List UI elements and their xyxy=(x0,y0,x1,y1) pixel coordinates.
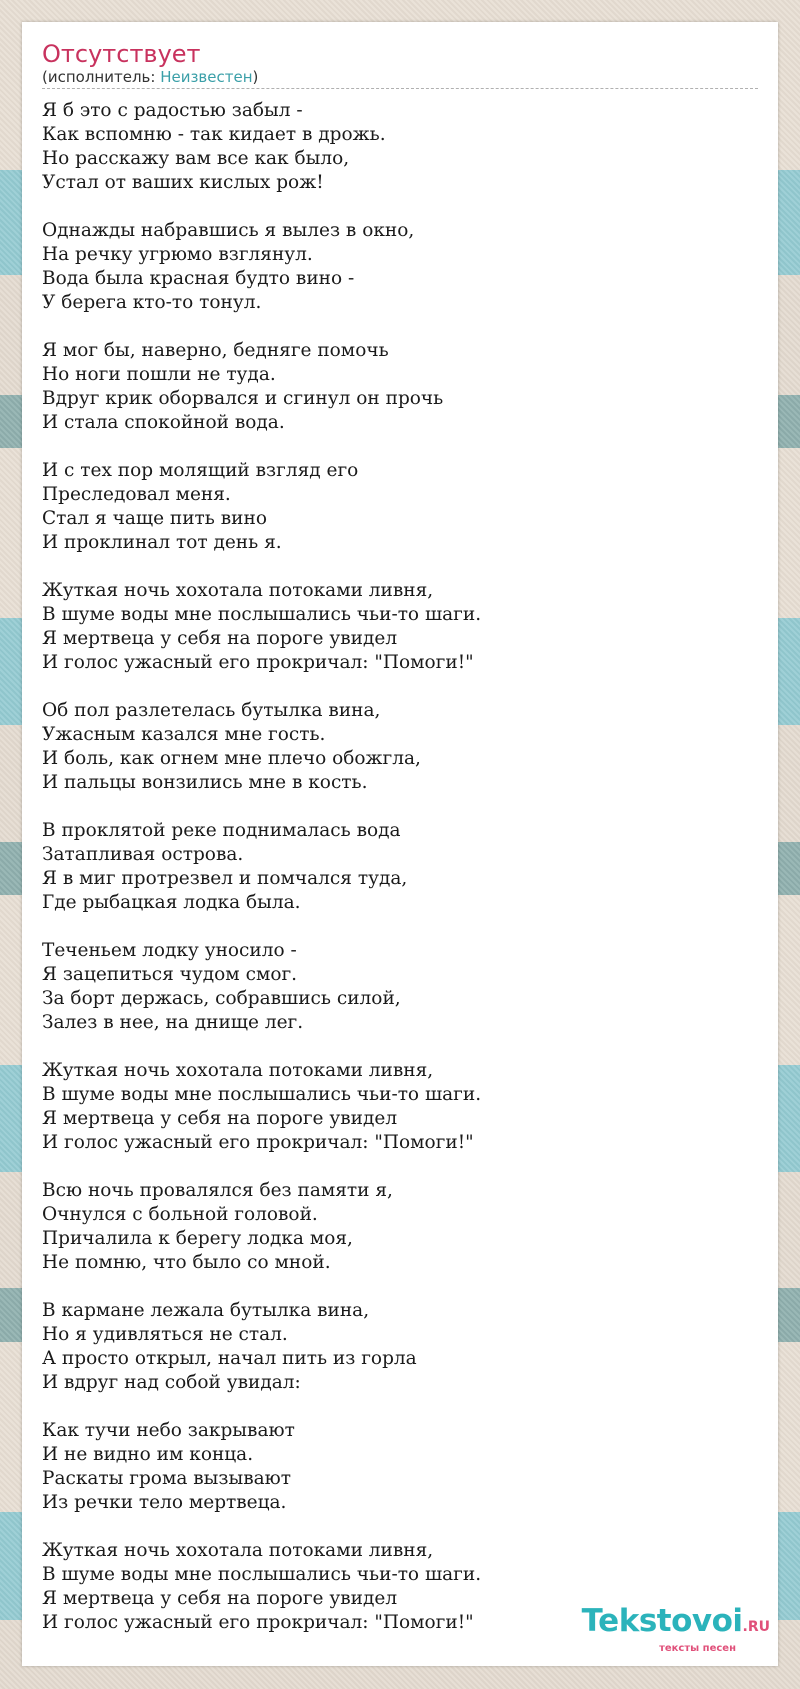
lyrics-line: Раскаты грома вызывают xyxy=(42,1468,291,1489)
lyrics-line: Вдруг крик оборвался и сгинул он прочь xyxy=(42,388,444,409)
lyrics-line: Ужасным казался мне гость. xyxy=(42,724,326,745)
lyrics-line: И с тех пор молящий взгляд его xyxy=(42,460,359,481)
lyrics-line: Затапливая острова. xyxy=(42,844,244,865)
logo-name: Tekstovoi xyxy=(581,1603,743,1639)
lyrics-line: Жуткая ночь хохотала потоками ливня, xyxy=(42,1060,434,1081)
lyrics-line: В шуме воды мне послышались чьи-то шаги. xyxy=(42,1084,482,1105)
lyrics-line: Стал я чаще пить вино xyxy=(42,508,267,529)
artist-suffix: ) xyxy=(252,68,259,86)
lyrics-line: Как тучи небо закрывают xyxy=(42,1420,295,1441)
artist-prefix: (исполнитель: xyxy=(42,68,161,86)
lyrics-line: Очнулся с больной головой. xyxy=(42,1204,318,1225)
lyrics-line: Я мертвеца у себя на пороге увидел xyxy=(42,1588,398,1609)
logo-tld: .RU xyxy=(742,1619,770,1635)
lyrics-line: И не видно им конца. xyxy=(42,1444,254,1465)
lyrics-stanza xyxy=(42,1419,758,1515)
lyrics-line: И вдруг над собой увидал: xyxy=(42,1372,301,1393)
lyrics-line: В шуме воды мне послышались чьи-то шаги. xyxy=(42,604,482,625)
lyrics-line: Устал от ваших кислых рож! xyxy=(42,172,324,193)
lyrics-line: И голос ужасный его прокричал: "Помоги!" xyxy=(42,1612,474,1633)
lyrics-line: Всю ночь провалялся без памяти я, xyxy=(42,1180,393,1201)
lyrics-stanza xyxy=(42,819,758,915)
lyrics-line: Не помню, что было со мной. xyxy=(42,1252,331,1273)
lyrics-line: На речку угрюмо взглянул. xyxy=(42,244,313,265)
lyrics-line: Причалила к берегу лодка моя, xyxy=(42,1228,353,1249)
lyrics-line: И голос ужасный его прокричал: "Помоги!" xyxy=(42,652,474,673)
lyrics-stanza xyxy=(42,1179,758,1275)
lyrics-line: Я зацепиться чудом смог. xyxy=(42,964,298,985)
lyrics-line: Жуткая ночь хохотала потоками ливня, xyxy=(42,580,434,601)
lyrics-line: Где рыбацкая лодка была. xyxy=(42,892,301,913)
lyrics-line: Теченьем лодку уносило - xyxy=(42,940,297,961)
lyrics-line: И голос ужасный его прокричал: "Помоги!" xyxy=(42,1132,474,1153)
lyrics-stanza xyxy=(42,1299,758,1395)
lyrics-line: Я мог бы, наверно, бедняге помочь xyxy=(42,340,389,361)
lyrics-line: И стала спокойной вода. xyxy=(42,412,285,433)
lyrics-stanza xyxy=(42,1059,758,1155)
lyrics-stanza xyxy=(42,939,758,1035)
lyrics-stanza xyxy=(42,699,758,795)
artist-link[interactable]: Неизвестен xyxy=(160,68,253,86)
lyrics-line: Жуткая ночь хохотала потоками ливня, xyxy=(42,1540,434,1561)
lyrics-line: В кармане лежала бутылка вина, xyxy=(42,1300,370,1321)
lyrics-line: Однажды набравшись я вылез в окно, xyxy=(42,220,415,241)
lyrics-line: Но я удивляться не стал. xyxy=(42,1324,288,1345)
lyrics-line: А просто открыл, начал пить из горла xyxy=(42,1348,417,1369)
site-logo[interactable] xyxy=(582,1605,770,1654)
lyrics-line: Об пол разлетелась бутылка вина, xyxy=(42,700,381,721)
lyrics-line: Но ноги пошли не туда. xyxy=(42,364,276,385)
lyrics-line: У берега кто-то тонул. xyxy=(42,292,262,313)
lyrics-line: В шуме воды мне послышались чьи-то шаги. xyxy=(42,1564,482,1585)
lyrics-body xyxy=(42,99,758,1635)
lyrics-line: И пальцы вонзились мне в кость. xyxy=(42,772,368,793)
lyrics-line: Как вспомню - так кидает в дрожь. xyxy=(42,124,386,145)
lyrics-line: Я в миг протрезвел и помчался туда, xyxy=(42,868,408,889)
logo-wordmark xyxy=(582,1605,770,1643)
lyrics-line: Я мертвеца у себя на пороге увидел xyxy=(42,1108,398,1129)
lyrics-stanza xyxy=(42,459,758,555)
lyrics-stanza xyxy=(42,339,758,435)
lyrics-stanza xyxy=(42,579,758,675)
lyrics-line: За борт держась, собравшись силой, xyxy=(42,988,401,1009)
logo-tagline: тексты песен xyxy=(659,1643,736,1654)
song-title: Отсутствует xyxy=(42,40,201,68)
lyrics-card xyxy=(22,22,778,1666)
lyrics-line: Преследовал меня. xyxy=(42,484,231,505)
lyrics-line: Я мертвеца у себя на пороге увидел xyxy=(42,628,398,649)
lyrics-line: В проклятой реке поднималась вода xyxy=(42,820,401,841)
artist-line xyxy=(42,68,758,89)
lyrics-line: Но расскажу вам все как было, xyxy=(42,148,350,169)
lyrics-line: Залез в нее, на днище лег. xyxy=(42,1012,304,1033)
lyrics-line: Вода была красная будто вино - xyxy=(42,268,355,289)
lyrics-stanza xyxy=(42,99,758,195)
lyrics-line: Из речки тело мертвеца. xyxy=(42,1492,287,1513)
lyrics-line: И проклинал тот день я. xyxy=(42,532,282,553)
lyrics-line: И боль, как огнем мне плечо обожгла, xyxy=(42,748,421,769)
lyrics-stanza xyxy=(42,219,758,315)
lyrics-line: Я б это с радостью забыл - xyxy=(42,100,303,121)
